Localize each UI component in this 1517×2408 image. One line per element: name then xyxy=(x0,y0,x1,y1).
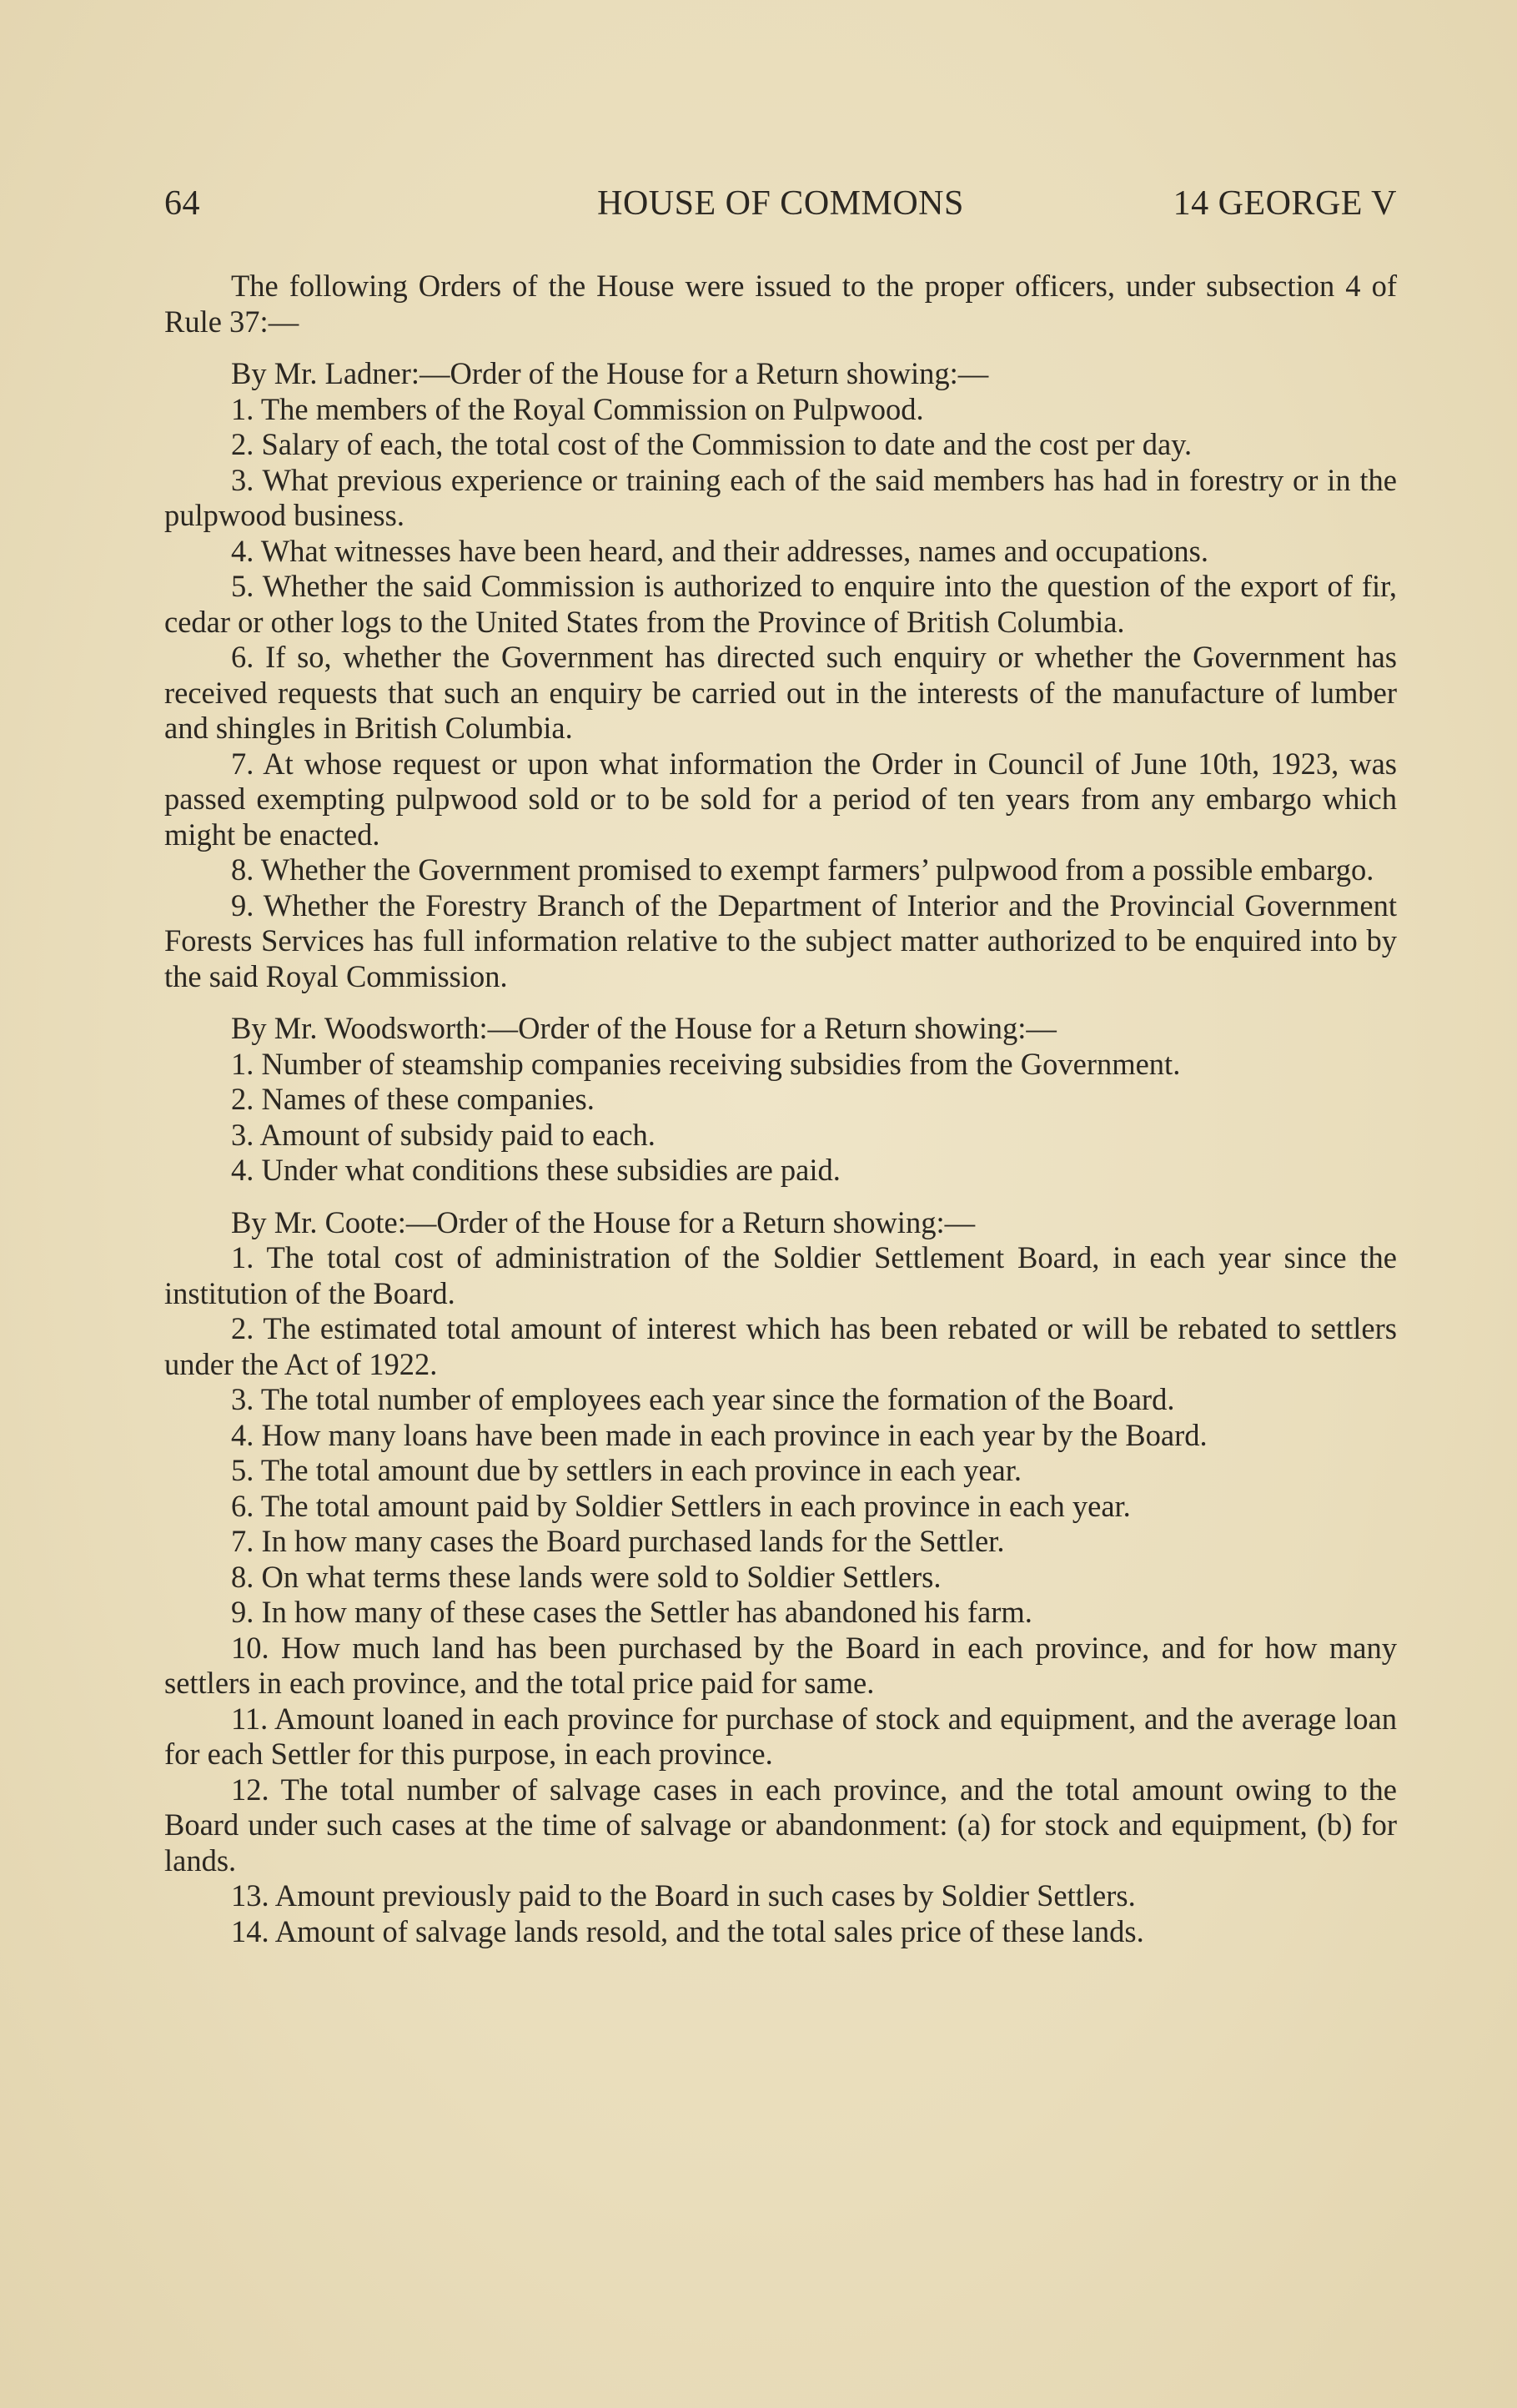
page-header xyxy=(164,178,1397,229)
order-item: 5. The total amount due by settlers in each province in each year. xyxy=(231,1453,1022,1487)
order-item: 8. On what terms these lands were sold to Soldier Settlers. xyxy=(231,1559,942,1594)
order-item: 10. How much land has been purchased by the Board in each province, and for how many settlers in each province, and the total price paid for same. xyxy=(164,1630,1397,1700)
running-title: HOUSE OF COMMONS xyxy=(597,184,964,223)
order-item: 13. Amount previously paid to the Board in such cases by Soldier Settlers. xyxy=(231,1878,1136,1913)
order-item: 9. Whether the Forestry Branch of the Department of Interior and the Provincial Government Forests Services has full information relative to the subject matter authorized to be enquired into by the said Royal Commission. xyxy=(164,887,1397,993)
order-item: 2. Names of these companies. xyxy=(231,1082,595,1116)
order-item: 12. The total number of salvage cases in each province, and the total amount owing to the Board under such cases at the time of salvage or abandonment: (a) for stock and equipment, (b) for lands. xyxy=(164,1772,1397,1878)
page-number: 64 xyxy=(164,184,200,223)
order-item: 3. Amount of subsidy paid to each. xyxy=(231,1117,656,1152)
order-ladner xyxy=(164,356,1397,994)
order-heading: By Mr. Woodsworth:—Order of the House for a Return showing:— xyxy=(231,1011,1057,1045)
order-item: 1. The total cost of administration of the Soldier Settlement Board, in each year since the institution of the Board. xyxy=(164,1240,1397,1310)
order-woodsworth xyxy=(164,1011,1397,1189)
order-item: 6. The total amount paid by Soldier Settlers in each province in each year. xyxy=(231,1488,1131,1523)
order-heading: By Mr. Coote:—Order of the House for a Return showing:— xyxy=(231,1204,976,1239)
order-item: 11. Amount loaned in each province for purchase of stock and equipment, and the average loan for each Settler for this purpose, in each province. xyxy=(164,1701,1397,1771)
order-item: 6. If so, whether the Government has directed such enquiry or whether the Government has received requests that such an enquiry be carried out in the interests of the manufacture of lumber and shingles in British Columbia. xyxy=(164,640,1397,745)
order-item: 2. The estimated total amount of interest which has been rebated or will be rebated to settlers under the Act of 1922. xyxy=(164,1311,1397,1381)
order-item: 3. What previous experience or training each of the said members has had in forestry or in the pulpwood business. xyxy=(164,462,1397,532)
order-heading: By Mr. Ladner:—Order of the House for a Return showing:— xyxy=(231,356,989,390)
order-item: 4. What witnesses have been heard, and their addresses, names and occupations. xyxy=(231,533,1209,568)
order-item: 5. Whether the said Commission is authorized to enquire into the question of the export of fir, cedar or other logs to the United States from the Province of British Columbia. xyxy=(164,569,1397,639)
order-item: 1. Number of steamship companies receiving subsidies from the Government. xyxy=(231,1046,1181,1081)
order-item: 7. In how many cases the Board purchased lands for the Settler. xyxy=(231,1524,1005,1558)
order-item: 3. The total number of employees each year since the formation of the Board. xyxy=(231,1382,1175,1416)
page-body xyxy=(164,269,1397,1949)
order-item: 4. Under what conditions these subsidies are paid. xyxy=(231,1153,841,1187)
order-item: 8. Whether the Government promised to exempt farmers’ pulpwood from a possible embargo. xyxy=(231,852,1374,887)
order-item: 9. In how many of these cases the Settler has abandoned his farm. xyxy=(231,1595,1032,1629)
order-item: 2. Salary of each, the total cost of the Commission to date and the cost per day. xyxy=(231,427,1193,461)
order-item: 4. How many loans have been made in each province in each year by the Board. xyxy=(231,1417,1208,1452)
order-item: 1. The members of the Royal Commission on Pulpwood. xyxy=(231,391,924,426)
order-item: 14. Amount of salvage lands resold, and the total sales price of these lands. xyxy=(231,1913,1144,1948)
regnal-year: 14 GEORGE V xyxy=(1173,184,1397,223)
intro-paragraph: The following Orders of the House were issued to the proper officers, under subsection 4 of Rule 37:— xyxy=(164,269,1397,339)
order-coote xyxy=(164,1205,1397,1950)
order-item: 7. At whose request or upon what information the Order in Council of June 10th, 1923, was passed exempting pulpwood sold or to be sold for a period of ten years from any embargo which might be enacted. xyxy=(164,746,1397,852)
